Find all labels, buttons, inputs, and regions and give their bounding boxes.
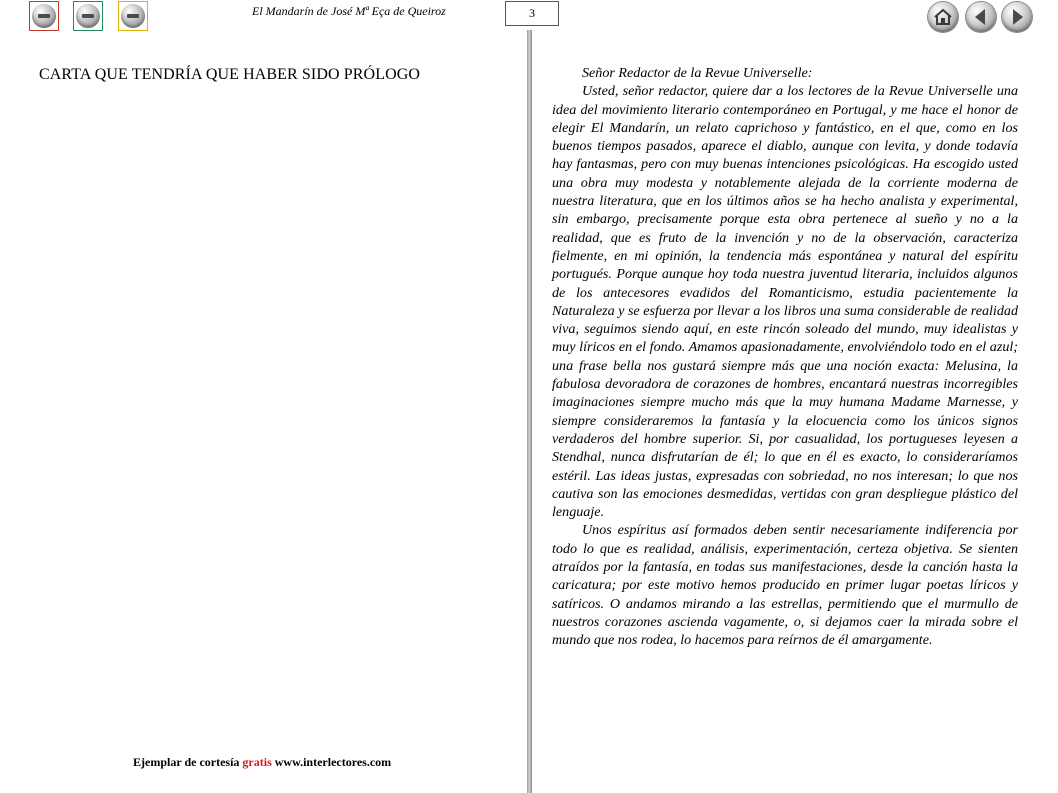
- minus-icon: [121, 4, 145, 28]
- paragraph-1: Usted, señor redactor, quiere dar a los lectores de la Revue Universelle una idea del movimiento literario contemporáneo en Portugal, y me hace el honor de elegir El Mandarín, un relato caprichoso y fantástico, en el que, como en los buenos tiempos pasados, aparece el diablo, aunque con levita, y donde todavía hay fantasmas, pero con muy buenas intenciones psicológicas. Ha escogido usted una obra muy modesta y notablemente alejada de la corriente moderna de nuestra literatura, que en los últimos años se ha hecho analista y experimental, sin embargo, precisamente porque esta obra pertenece al sueño y no a la realidad, que es fruto de la invención y no de la observación, caracteriza fielmente, en mi opinión, la tendencia más espontánea y natural del espíritu portugués. Porque aunque hoy toda nuestra juventud literaria, incluidos algunos de los antecesores evadidos del Romanticismo, estudia pacientemente la Naturaleza y se esfuerza por llevar a los libros una suma considerable de realidad viva, seguimos siendo aquí, en este rincón soleado del mundo, muy idealistas y muy líricos en el fondo. Amamos apasionadamente, envolviéndolo todo en el azul; una frase bella nos gustará siempre más que una noción exacta: Melusina, la fabulosa devoradora de corazones de hombres, encantará nuestras incorregibles imaginaciones siempre mucho más que la muy humana Madame Marnesse, y siempre consideraremos la fantasía y la elocuencia como los únicos signos verdaderos del hombre superior. Si, por casualidad, los portugueses leyesen a Stendhal, nunca disfrutarían de él; lo que en él es exacto, lo consideraríamos estéril. Las ideas justas, expresadas con sobriedad, no nos interesan; lo que nos cautiva son las emociones desmedidas, vertidas con gran despliegue plástico del lenguaje.: [552, 83, 1018, 521]
- salutation: Señor Redactor de la Revue Universelle:: [582, 65, 813, 81]
- footer-prefix: Ejemplar de cortesía: [133, 755, 240, 769]
- chapter-title: CARTA QUE TENDRÍA QUE HABER SIDO PRÓLOGO: [39, 66, 421, 83]
- arrow-right-icon: [1002, 2, 1032, 32]
- home-icon: [928, 2, 958, 32]
- footer-site-link[interactable]: www.interlectores.com: [274, 755, 392, 769]
- minus-icon: [76, 4, 100, 28]
- footer: [133, 755, 391, 770]
- minus-button-3[interactable]: [118, 1, 148, 31]
- minus-icon: [32, 4, 56, 28]
- home-button[interactable]: [928, 2, 958, 32]
- paragraph-2: Unos espíritus así formados deben sentir necesariamente indiferencia por todo lo que es realidad, análisis, experimentación, certeza objetiva. Se sienten atraídos por la fantasía, en todas sus manifestaciones, desde la canción hasta la caricatura; por este motivo hemos producido en primer lugar poetas líricos y satíricos. O andamos mirando a las estrellas, permitiendo que el murmullo de nuestros corazones ascienda vagamente, o, si dejamos caer la mirada sobre el mundo que nos rodea, lo hacemos para reírnos de él amargamente.: [552, 522, 1018, 649]
- footer-gratis: gratis: [242, 755, 272, 769]
- previous-page-button[interactable]: [966, 2, 996, 32]
- header-title: El Mandarín de José Mª Eça de Queiroz: [252, 4, 446, 18]
- minus-button-2[interactable]: [73, 1, 103, 31]
- page-divider: [527, 30, 532, 793]
- minus-button-1[interactable]: [29, 1, 59, 31]
- body-text: [552, 64, 1018, 650]
- page-number: 3: [505, 1, 559, 26]
- arrow-left-icon: [966, 2, 996, 32]
- next-page-button[interactable]: [1002, 2, 1032, 32]
